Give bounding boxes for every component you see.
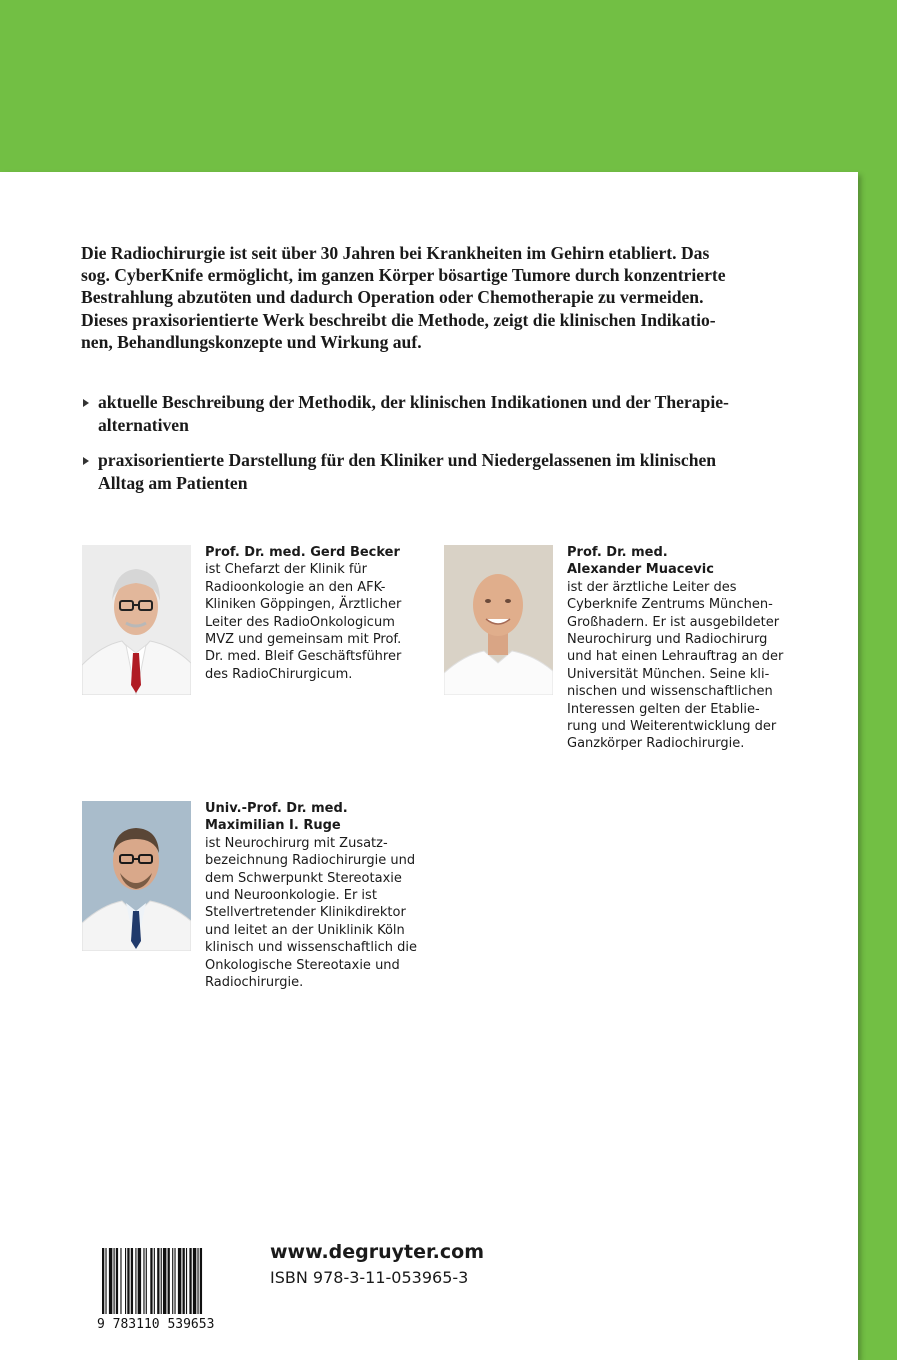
author-photo-becker bbox=[82, 545, 191, 695]
barcode-bar bbox=[127, 1248, 129, 1314]
author-bio-muacevic: Prof. Dr. med. Alexander Muacevic ist der ärztliche Leiter des Cyberknife Zentrums München- Großhadern. Er ist ausgebildeter Neurochirurg und Radiochirurg und hat einen Lehrauftrag an der Universität München. Seine kli- nischen und wissenschaftlichen Interessen gelten der Etablie- rung und Weiterentwicklung der Ganzkörper Radiochirurgie. bbox=[567, 545, 784, 752]
barcode-bar bbox=[102, 1248, 104, 1314]
barcode-bar bbox=[197, 1248, 198, 1314]
author-bio-ruge: Univ.-Prof. Dr. med. Maximilian I. Ruge ist Neurochirurg mit Zusatz- bezeichnung Radiochirurgie und dem Schwerpunkt Stereotaxie und Neuroonkologie. Er ist Stellvertretender Klinikdirektor und leitet an der Uniklinik Köln klinisch und wissenschaftlich die Onkologische Stereotaxie und Radiochirurgie. bbox=[205, 801, 417, 991]
barcode-bar bbox=[200, 1248, 202, 1314]
barcode-bar bbox=[143, 1248, 144, 1314]
barcode-bar bbox=[183, 1248, 185, 1314]
barcode-bar bbox=[178, 1248, 181, 1314]
isbn-barcode bbox=[96, 1248, 240, 1330]
isbn-number: ISBN 978-3-11-053965-3 bbox=[270, 1268, 469, 1287]
barcode-bar bbox=[114, 1248, 115, 1314]
barcode-digits: 9 783110 539653 bbox=[97, 1317, 215, 1330]
author-photo-ruge bbox=[82, 801, 191, 951]
barcode-bar bbox=[146, 1248, 147, 1314]
barcode-bar bbox=[186, 1248, 187, 1314]
barcode-bar bbox=[105, 1248, 106, 1314]
barcode-bar bbox=[168, 1248, 170, 1314]
barcode-bar bbox=[163, 1248, 166, 1314]
barcode-bar bbox=[157, 1248, 159, 1314]
barcode-bar bbox=[174, 1248, 175, 1314]
back-cover-panel bbox=[0, 172, 858, 1360]
intro-paragraph: Die Radiochirurgie ist seit über 30 Jahren bei Krankheiten im Gehirn etabliert. Das sog. CyberKnife ermöglicht, im ganzen Körper bösartige Tumore durch konzentrierte Bestrahlung abzutöten und dadurch Operation oder Chemotherapie zu vermeiden. Dieses praxisorientierte Werk beschreibt die Methode, zeigt die klinischen Indikatio- nen, Behandlungskonzepte und Wirkung auf. bbox=[81, 243, 726, 352]
author-name: Alexander Muacevic bbox=[567, 562, 714, 578]
barcode-bar bbox=[150, 1248, 152, 1314]
barcode-bar bbox=[154, 1248, 155, 1314]
triangle-bullet-icon bbox=[83, 399, 89, 407]
author-name: Maximilian I. Ruge bbox=[205, 818, 341, 834]
barcode-bar bbox=[172, 1248, 173, 1314]
barcode-bar bbox=[125, 1248, 126, 1314]
feature-list bbox=[81, 391, 801, 495]
barcode-bar bbox=[109, 1248, 112, 1314]
barcode-bar bbox=[135, 1248, 136, 1314]
barcode-bar bbox=[161, 1248, 162, 1314]
barcode-bar bbox=[193, 1248, 196, 1314]
feature-item: aktuelle Beschreibung der Methodik, der klinischen Indikationen und der Therapie- alternativen bbox=[81, 391, 801, 437]
barcode-bar bbox=[189, 1248, 191, 1314]
author-photo-muacevic bbox=[444, 545, 553, 695]
barcode-bar bbox=[131, 1248, 133, 1314]
author-bio-becker: Prof. Dr. med. Gerd Becker ist Chefarzt der Klinik für Radioonkologie an den AFK- Kliniken Göppingen, Ärztlicher Leiter des RadioOnkologicum MVZ und gemeinsam mit Prof. Dr. med. Bleif Geschäftsführer des RadioChirurgicum. bbox=[205, 545, 402, 682]
barcode-bar bbox=[116, 1248, 118, 1314]
feature-item: praxisorientierte Darstellung für den Kliniker und Niedergelassenen im klinischen Alltag am Patienten bbox=[81, 449, 801, 495]
triangle-bullet-icon bbox=[83, 457, 89, 465]
publisher-website: www.degruyter.com bbox=[270, 1241, 484, 1263]
author-name: Prof. Dr. med. Gerd Becker bbox=[205, 545, 400, 560]
barcode-bar bbox=[138, 1248, 141, 1314]
barcode-bar bbox=[120, 1248, 121, 1314]
author-name: Univ.-Prof. Dr. med. bbox=[205, 801, 348, 816]
author-name: Prof. Dr. med. bbox=[567, 545, 668, 560]
barcode-graphic bbox=[96, 1248, 240, 1330]
